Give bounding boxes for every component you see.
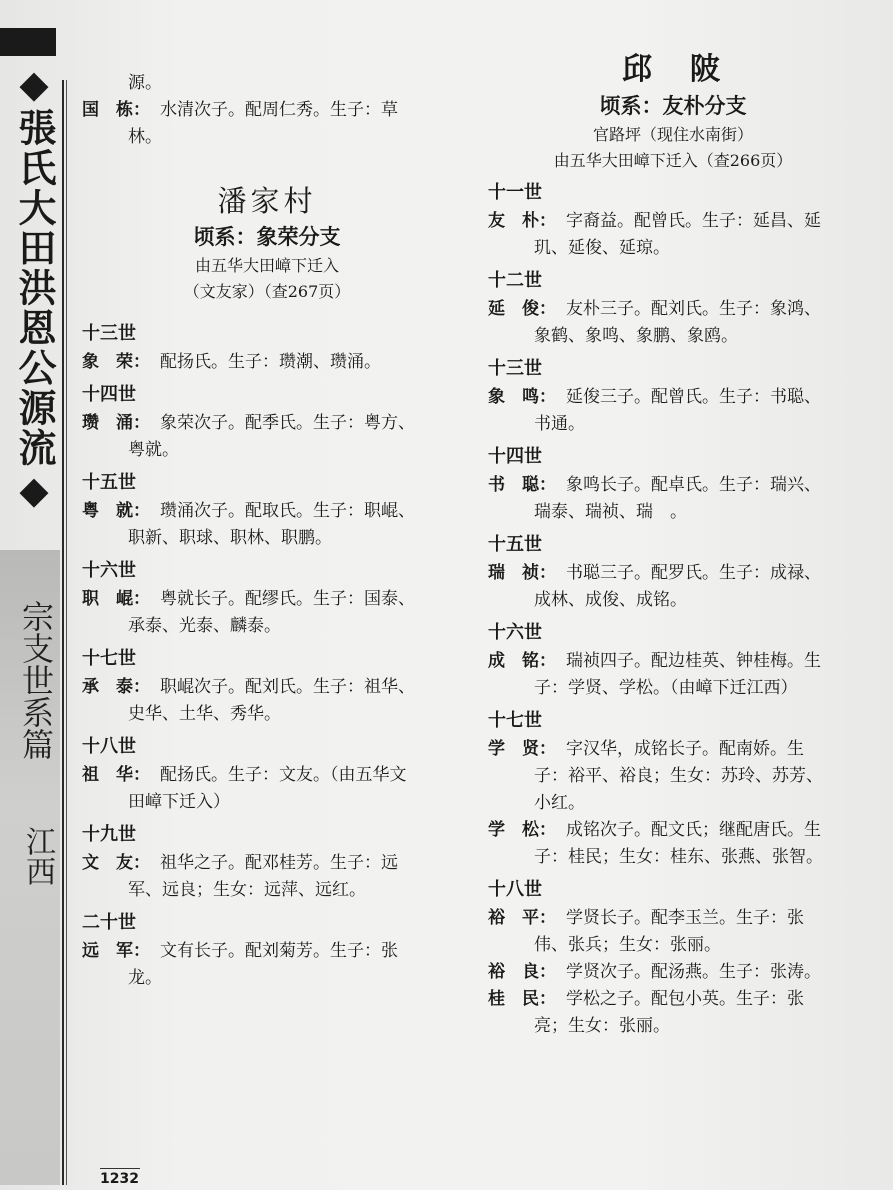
generation-heading: 十二世 xyxy=(488,270,542,291)
continuation-line: 林。 xyxy=(128,127,162,147)
continuation-line xyxy=(488,790,858,817)
continuation-line xyxy=(488,763,858,790)
continuation-line xyxy=(488,323,858,350)
sidebar-section: 宗支世系篇 xyxy=(17,600,55,760)
entry-text: 水清次子。配周仁秀。生子：草 xyxy=(160,100,398,120)
entry-text: 龙。 xyxy=(128,968,162,988)
genealogy-entry xyxy=(488,296,858,323)
generation-heading: 二十世 xyxy=(82,912,136,933)
genealogy-entry xyxy=(488,986,858,1013)
genealogy-entry xyxy=(488,384,858,411)
entry-text: 职崐次子。配刘氏。生子：祖华、 xyxy=(160,677,415,697)
generation-heading: 十九世 xyxy=(82,824,136,845)
continuation-line xyxy=(82,525,452,552)
entry-text: 瑞泰、瑞祯、瑞 。 xyxy=(534,502,687,522)
generation-heading: 十六世 xyxy=(82,560,136,581)
genealogy-entry xyxy=(488,472,858,499)
margin-rule xyxy=(62,80,64,1185)
person-name: 学 贤： xyxy=(488,739,556,759)
genealogy-entry xyxy=(488,817,858,844)
genealogy-entry xyxy=(488,648,858,675)
genealogy-entry xyxy=(82,97,452,124)
continuation-line xyxy=(488,675,858,702)
person-name: 友 朴： xyxy=(488,211,556,231)
entry-text: 小红。 xyxy=(534,793,585,813)
page-number: 1232 xyxy=(100,1171,139,1187)
generation-list xyxy=(82,319,452,992)
person-name: 远 军： xyxy=(82,941,150,961)
generation-heading: 十五世 xyxy=(82,472,136,493)
continuation-line xyxy=(488,235,858,262)
right-column xyxy=(488,50,858,1040)
continuation-line xyxy=(488,587,858,614)
person-name: 桂 民： xyxy=(488,989,556,1009)
genealogy-entry xyxy=(488,905,858,932)
entry-text: 字裔益。配曾氏。生子：延昌、延 xyxy=(566,211,821,231)
continuation-line xyxy=(488,1013,858,1040)
person-name: 裕 平： xyxy=(488,908,556,928)
entry-text: 成铭次子。配文氏；继配唐氏。生 xyxy=(566,820,821,840)
person-name: 学 松： xyxy=(488,820,556,840)
continuation-line xyxy=(488,844,858,871)
generation-heading: 十四世 xyxy=(488,446,542,467)
entry-text: 军、远良；生女：远萍、远红。 xyxy=(128,880,366,900)
generation-heading: 十三世 xyxy=(82,323,136,344)
margin-rule-thin xyxy=(66,80,67,1185)
branch-heading: 顷系：友朴分支 xyxy=(599,94,747,118)
genealogy-entry xyxy=(488,208,858,235)
entry-text: 配扬氏。生子：瓒潮、瓒涌。 xyxy=(160,352,381,372)
margin-black-bar xyxy=(0,28,56,56)
entry-text: 瓒涌次子。配取氏。生子：职崐、 xyxy=(160,501,415,521)
entry-text: 史华、土华、秀华。 xyxy=(128,704,281,724)
continuation-line xyxy=(488,411,858,438)
continuation-line xyxy=(82,965,452,992)
generation-heading: 十六世 xyxy=(488,622,542,643)
continuation-line: 源。 xyxy=(128,73,162,93)
entry-text: 子：学贤、学松。（由嶂下迁江西） xyxy=(534,678,798,698)
genealogy-entry xyxy=(82,410,452,437)
page-number-rule xyxy=(100,1168,140,1169)
entry-text: 瑞祯四子。配边桂英、钟桂梅。生 xyxy=(566,651,821,671)
generation-heading: 十八世 xyxy=(488,879,542,900)
person-name: 祖 华： xyxy=(82,765,150,785)
sidebar-region: 江西 xyxy=(20,826,55,886)
continuation-line xyxy=(488,932,858,959)
person-name: 瓒 涌： xyxy=(82,413,150,433)
person-name: 成 铭： xyxy=(488,651,556,671)
person-name: 承 泰： xyxy=(82,677,150,697)
genealogy-entry xyxy=(488,560,858,587)
entry-text: 粤就长子。配缪氏。生子：国泰、 xyxy=(160,589,415,609)
person-name: 延 俊： xyxy=(488,299,556,319)
entry-text: 亮；生女：张丽。 xyxy=(534,1016,670,1036)
village-heading: 邱 陂 xyxy=(622,52,724,87)
genealogy-entry xyxy=(82,674,452,701)
left-column xyxy=(82,70,452,992)
migration-note: 由五华大田嶂下迁入 xyxy=(194,256,339,275)
entry-text: 学贤长子。配李玉兰。生子：张 xyxy=(566,908,804,928)
generation-heading: 十八世 xyxy=(82,736,136,757)
entry-text: 字汉华，成铭长子。配南娇。生 xyxy=(566,739,804,759)
continuation-line xyxy=(488,499,858,526)
genealogy-entry xyxy=(82,349,452,376)
person-name: 裕 良： xyxy=(488,962,556,982)
entry-text: 象荣次子。配季氏。生子：粤方、 xyxy=(160,413,415,433)
person-name: 国 栋： xyxy=(82,100,150,120)
continuation-line xyxy=(82,877,452,904)
generation-list xyxy=(488,178,858,1040)
entry-text: 书聪三子。配罗氏。生子：成禄、 xyxy=(566,563,821,583)
entry-text: 配扬氏。生子：文友。（由五华文 xyxy=(160,765,407,785)
entry-text: 承泰、光泰、麟泰。 xyxy=(128,616,281,636)
person-name: 书 聪： xyxy=(488,475,556,495)
entry-text: 职新、职球、职林、职鹏。 xyxy=(128,528,332,548)
entry-text: 象鹤、象鸣、象鹏、象鸥。 xyxy=(534,326,738,346)
generation-heading: 十七世 xyxy=(488,710,542,731)
continuation-line xyxy=(82,789,452,816)
person-name: 瑞 祯： xyxy=(488,563,556,583)
entry-text: 子：桂民；生女：桂东、张燕、张智。 xyxy=(534,847,823,867)
entry-text: 文有长子。配刘菊芳。生子：张 xyxy=(160,941,398,961)
continuation-line xyxy=(82,437,452,464)
person-name: 文 友： xyxy=(82,853,150,873)
entry-text: 子：裕平、裕良；生女：苏玲、苏芳、 xyxy=(534,766,823,786)
entry-text: 粤就。 xyxy=(128,440,179,460)
entry-text: 友朴三子。配刘氏。生子：象鸿、 xyxy=(566,299,821,319)
branch-heading: 顷系：象荣分支 xyxy=(193,225,341,249)
generation-heading: 十七世 xyxy=(82,648,136,669)
entry-text: 祖华之子。配邓桂芳。生子：远 xyxy=(160,853,398,873)
generation-heading: 十五世 xyxy=(488,534,542,555)
entry-text: 象鸣长子。配卓氏。生子：瑞兴、 xyxy=(566,475,821,495)
genealogy-entry xyxy=(82,850,452,877)
generation-heading: 十三世 xyxy=(488,358,542,379)
entry-text: 学松之子。配包小英。生子：张 xyxy=(566,989,804,1009)
person-name: 职 崐： xyxy=(82,589,150,609)
person-name: 象 荣： xyxy=(82,352,150,372)
genealogy-entry xyxy=(488,959,858,986)
continuation-line xyxy=(82,701,452,728)
person-name: 象 鸣： xyxy=(488,387,556,407)
entry-text: 学贤次子。配汤燕。生子：张涛。 xyxy=(566,962,821,982)
genealogy-entry xyxy=(82,498,452,525)
entry-text: 玑、延俊、延琼。 xyxy=(534,238,670,258)
person-name: 粤 就： xyxy=(82,501,150,521)
village-heading: 潘家村 xyxy=(217,184,317,218)
generation-heading: 十一世 xyxy=(488,182,542,203)
genealogy-entry xyxy=(82,586,452,613)
entry-text: 书通。 xyxy=(534,414,585,434)
entry-text: 伟、张兵；生女：张丽。 xyxy=(534,935,721,955)
source-note: （文友家）（查267页） xyxy=(183,282,351,301)
entry-text: 延俊三子。配曾氏。生子：书聪、 xyxy=(566,387,821,407)
generation-heading: 十四世 xyxy=(82,384,136,405)
migration-note: 由五华大田嶂下迁入（查266页） xyxy=(553,151,793,170)
genealogy-entry xyxy=(488,736,858,763)
entry-text: 成林、成俊、成铭。 xyxy=(534,590,687,610)
genealogy-entry xyxy=(82,938,452,965)
continuation-line xyxy=(82,613,452,640)
genealogy-entry xyxy=(82,762,452,789)
sidebar-title: ◆張氏大田洪恩公源流◆ xyxy=(12,62,56,514)
entry-text: 田嶂下迁入） xyxy=(128,792,230,812)
location-note: 官路坪（现住水南街） xyxy=(592,125,753,144)
